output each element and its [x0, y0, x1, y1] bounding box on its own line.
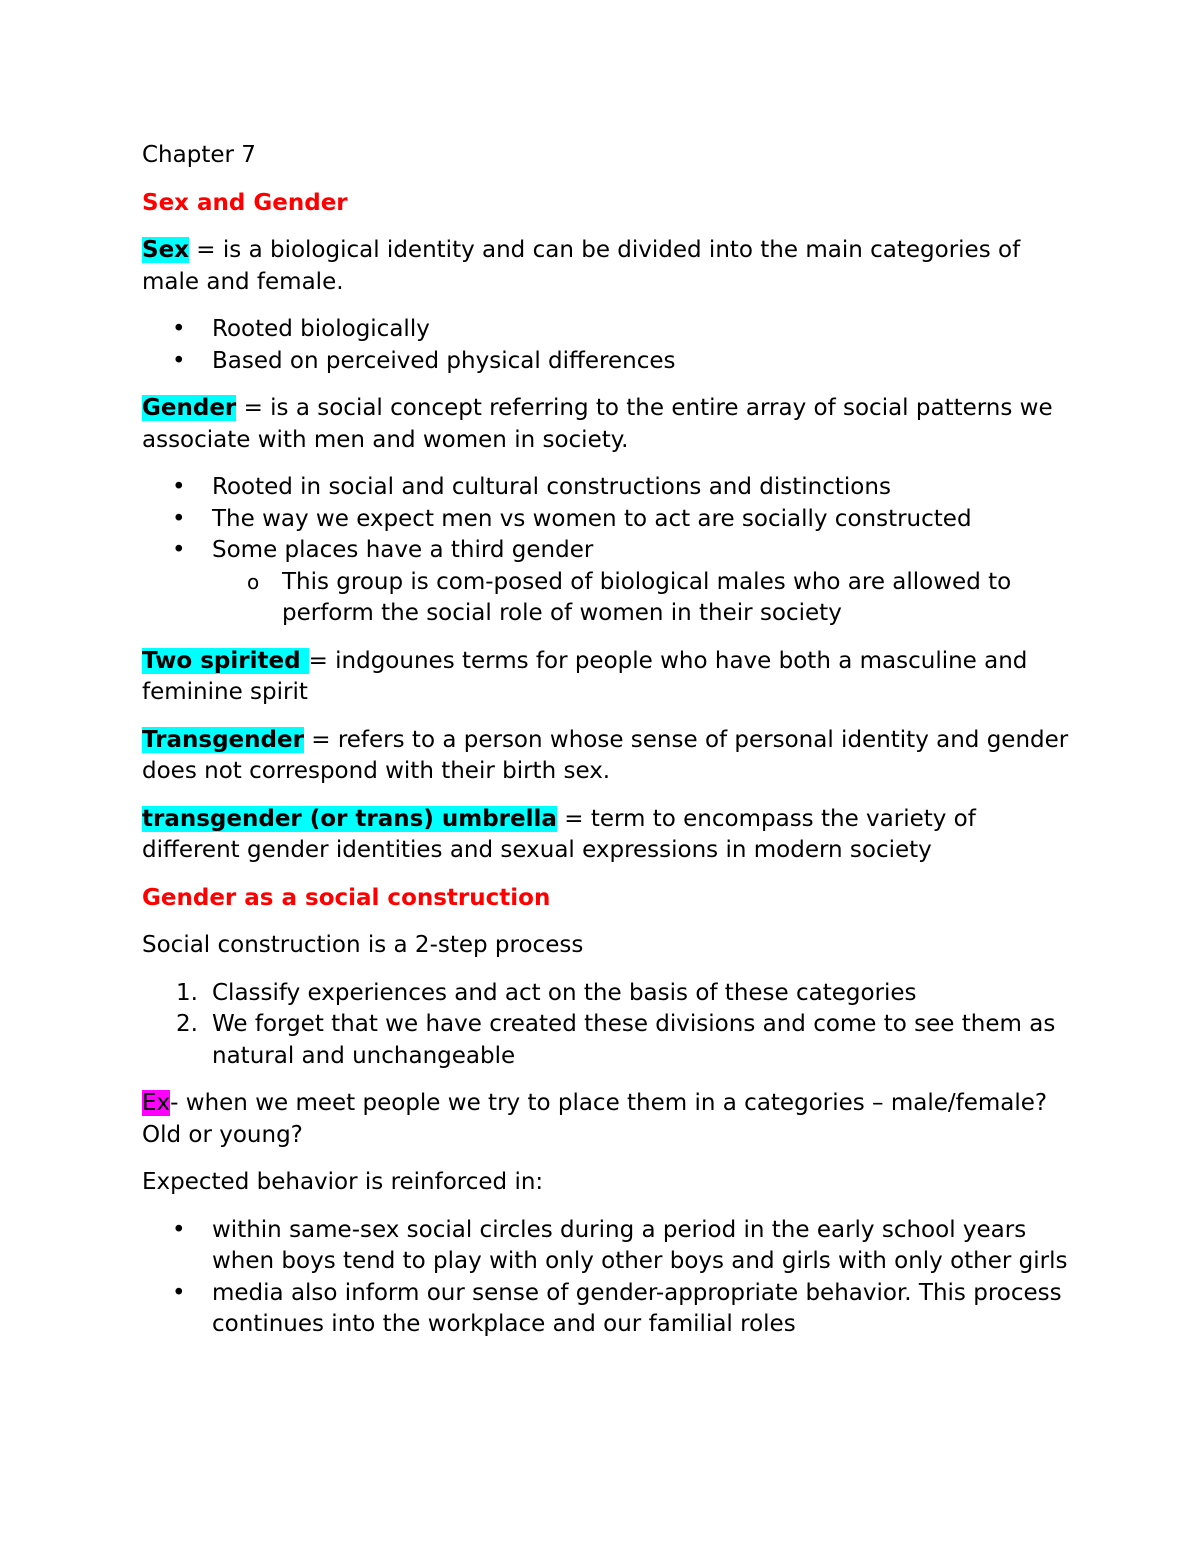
gender-bullet-list — [142, 472, 1072, 630]
social-construction-steps — [142, 978, 1072, 1073]
transgender-definition-text: = refers to a person whose sense of personal identity and gender does not correspond with their birth sex. — [142, 726, 1069, 784]
list-item: • within same-sex social circles during a period in the early school years when boys tend to play with only other boys and girls with only other girls — [142, 1215, 1072, 1278]
term-trans-umbrella: transgender (or trans) umbrella — [142, 805, 557, 832]
list-item: • Rooted biologically — [142, 314, 1072, 346]
list-item: • Based on perceived physical differences — [142, 346, 1072, 378]
list-item: • media also inform our sense of gender-appropriate behavior. This process continues into the workplace and our familial roles — [142, 1278, 1072, 1341]
sex-definition-text: = is a biological identity and can be divided into the main categories of male and female. — [142, 237, 1021, 295]
umbrella-definition-text: = term to encompass the variety of different gender identities and sexual expressions in modern society — [142, 805, 976, 863]
gender-sub-list — [212, 567, 1072, 630]
step-number: 1. — [176, 979, 198, 1006]
step-number: 2. — [176, 1011, 198, 1037]
list-item-text: Some places have a third gender — [212, 537, 594, 563]
example-paragraph — [142, 1088, 1072, 1151]
heading-gender-social-construction: Gender as a social construction — [142, 884, 551, 911]
document-page — [142, 140, 1072, 1357]
list-item: • The way we expect men vs women to act are socially constructed — [142, 504, 1072, 536]
example-text: - when we meet people we try to place them in a categories – male/female? Old or young? — [142, 1090, 1048, 1148]
two-spirited-definition-text: = indgounes terms for people who have both a masculine and feminine spirit — [142, 647, 1028, 705]
social-construction-intro: Social construction is a 2-step process — [142, 932, 584, 958]
term-two-spirited: Two spirited — [142, 647, 309, 674]
list-item: • Rooted in social and cultural constructions and distinctions — [142, 472, 1072, 504]
sex-definition — [142, 235, 1072, 298]
heading-sex-and-gender: Sex and Gender — [142, 189, 348, 216]
list-item — [142, 535, 1072, 630]
step-text: We forget that we have created these divisions and come to see them as natural and unchangeable — [212, 1011, 1056, 1069]
two-spirited-definition — [142, 646, 1072, 709]
sub-list-item: o This group is com-posed of biological males who are allowed to perform the social role of women in their society — [212, 567, 1072, 630]
gender-definition-text: = is a social concept referring to the entire array of social patterns we associate with men and women in society. — [142, 395, 1053, 453]
term-transgender: Transgender — [142, 726, 304, 753]
step-text: Classify experiences and act on the basis of these categories — [212, 979, 917, 1006]
reinforced-bullet-list — [142, 1215, 1072, 1341]
list-item — [142, 978, 1072, 1010]
transgender-definition — [142, 725, 1072, 788]
term-sex: Sex — [142, 237, 189, 263]
sex-bullet-list — [142, 314, 1072, 377]
gender-definition — [142, 393, 1072, 456]
list-item — [142, 1009, 1072, 1072]
reinforced-intro: Expected behavior is reinforced in: — [142, 1169, 544, 1195]
term-gender: Gender — [142, 395, 237, 421]
umbrella-definition — [142, 804, 1072, 867]
term-example: Ex — [142, 1090, 171, 1116]
chapter-label: Chapter 7 — [142, 142, 256, 168]
